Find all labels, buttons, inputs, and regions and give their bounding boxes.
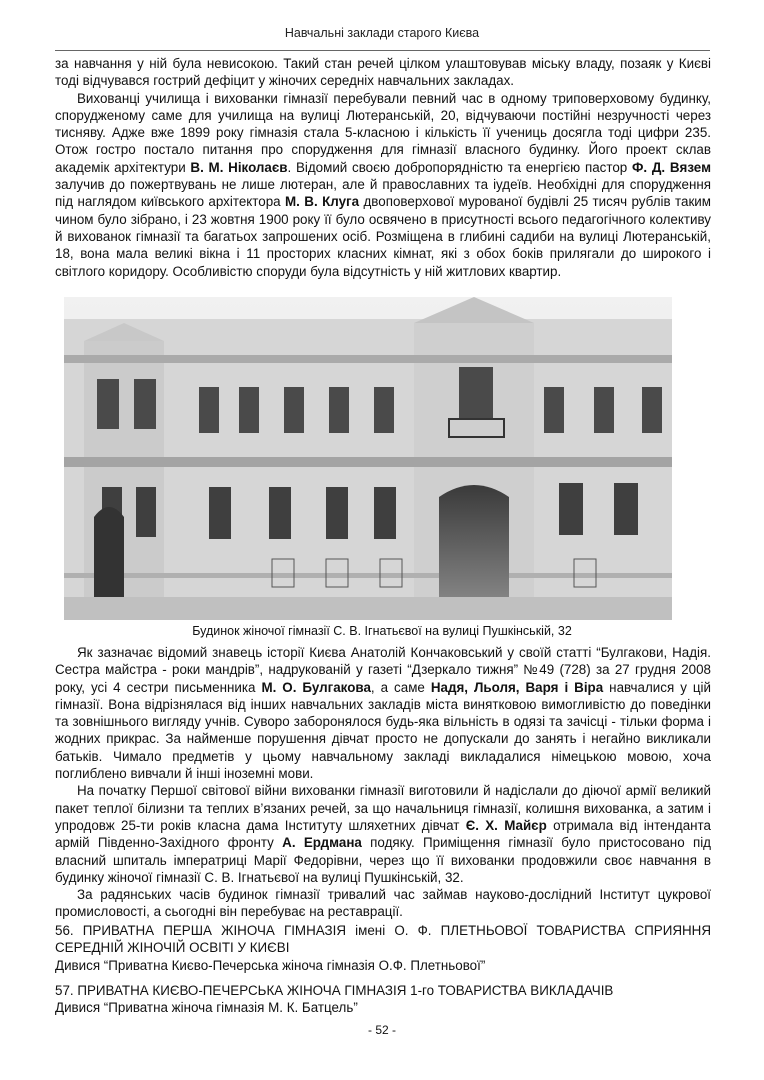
- text-run: двоповерхової мурованої будівлі 25 тисяч рублів таким чином було зібрано, і 23 жовтня 1900 року її було освячено в присутності всього педагогічного колективу й вихованок гімназії та багатьох запрошених осіб. Розміщена в глибині садиби на вулиці Лютеранській, 18, вона мала великі вікна і 11 просторих класних кімнат, які з обох боків прилягали до широкого і світлого коридору. Особливістю споруди була відсутність у ній житлових квартир.: [55, 194, 711, 279]
- paragraph: [55, 644, 711, 782]
- building-photo: [64, 297, 672, 620]
- entries-list: [55, 922, 711, 1016]
- text-run: Вихованці училища і вихованки гімназії перебували певний час в одному триповерховому будинку, спорудженому саме для училища на вулиці Лютеранській, 20, відчуваючи постійні незручності через тисняву. Адже вже 1899 року гімназія стала 5-класною і кількість її учениць досягла тоді цифри 235. Отож гостро постало питання про спорудження для гімназії власного будинку. Його проект склав академік архітектури: [55, 90, 711, 175]
- entry-title: [55, 922, 711, 957]
- bold-name: В. М. Ніколаєв: [190, 159, 288, 175]
- text-run: за навчання у ній була невисокою. Такий стан речей цілком улаштовував міську владу, позаяк у Києві тоді відчувався гострий дефіцит у жіночих середніх навчальних закладах.: [55, 56, 711, 89]
- entry-title-run: 57. ПРИВАТНА КИЄВО-ПЕЧЕРСЬКА ЖІНОЧА ГІМНАЗІЯ 1-го ТОВАРИСТВА ВИКЛАДАЧІВ: [55, 982, 614, 998]
- text-run: . Відомий своєю добропорядністю та енергією пастор: [287, 159, 632, 175]
- paragraph: [55, 90, 711, 280]
- entry-title-run: 56. ПРИВАТНА ПЕРША ЖІНОЧА ГІМНАЗІЯ: [55, 923, 356, 938]
- text-run: подяку. Приміщення гімназії було пристосовано під власний шпиталь імператриці Марії Федорівни, через що її вихованки продовжили своє навчання в будинку жіночої гімназії С. В. Ігнатьєвої на вулиці Пушкінській, 32.: [55, 835, 711, 885]
- entry-title-run: О. Ф. ПЛЕТНЬОВОЇ ТОВАРИСТВА СПРИЯННЯ СЕРЕДНІЙ ЖІНОЧІЙ ОСВІТІ У КИЄВІ: [55, 923, 711, 956]
- entry-reference: Дивися “Приватна Києво-Печерська жіноча гімназія О.Ф. Плетньової”: [55, 957, 486, 973]
- bold-name: М. О. Булгакова: [261, 679, 371, 695]
- paragraph: [55, 886, 711, 921]
- text-run: залучив до пожертвувань не лише лютеран, але й православних та іудеїв. Необхідні для спорудження під наглядом київського архітектора: [55, 177, 711, 210]
- running-header: Навчальні заклади старого Києва: [284, 26, 480, 40]
- bold-name: А. Ердмана: [282, 835, 362, 851]
- text-run: отримала від інтенданта армій Південно-Західного фронту: [55, 817, 711, 851]
- bold-name: Ф. Д. Вязем: [631, 159, 711, 175]
- entry-title-run: імені: [355, 923, 386, 938]
- photo-caption: Будинок жіночої гімназії С. В. Ігнатьєвої на вулиці Пушкінській, 32: [192, 624, 572, 638]
- entry-title: [55, 982, 711, 999]
- page-number: - 52 -: [367, 1023, 396, 1037]
- entry-reference: Дивися “Приватна жіноча гімназія М. К. Батцель”: [55, 1000, 358, 1016]
- bold-name: М. В. Клуга: [285, 194, 360, 210]
- bold-name: Надя, Льоля, Варя і Віра: [430, 679, 604, 695]
- text-run: , а саме: [370, 679, 431, 695]
- paragraph: [55, 782, 711, 886]
- text-block-bottom: [55, 644, 711, 921]
- bold-name: Є. Х. Майєр: [465, 817, 547, 833]
- header-rule: [55, 50, 710, 51]
- text-run: навчалися у цій гімназії. Вона відрізнялася від інших навчальних закладів міста винятковою вимогливістю до поведінки та зовнішнього вигляду учнів. Суворо заборонялося будь-яка вільність в одязі та зачісці - тільки форма і жодних прикрас. За найменше порушення дівчат просто не допускали до занять і негайно викликали батьків. Чимало предметів у цьому навчальному закладі викладалися німецькою мовою, хоча поглиблено вивчали й інші іноземні мови.: [55, 679, 712, 782]
- text-run: За радянських часів будинок гімназії тривалий час займав науково-дослідний Інститут цукрової промисловості, а сьогодні він перебуває на реставрації.: [55, 887, 711, 920]
- text-run: Як зазначає відомий знавець історії Києва Анатолій Кончаковський у своїй статті “Булгакови, Надія. Сестра майстра - роки мандрів”, надрукованій у газеті “Дзеркало тижня” №49 (728) за 27 грудня 2008 року, усі 4 сестри письменника: [55, 645, 711, 695]
- text-block-top: [55, 55, 711, 280]
- text-run: На початку Першої світової війни вихованки гімназії виготовили й надіслали до діючої армії великий пакет теплої білизни та теплих в’язаних речей, за що начальниця гімназії, колишня вихованка, а затим і упродовж 25-ти років класна дама Інституту шляхетних дівчат: [55, 783, 711, 833]
- paragraph: [55, 55, 711, 90]
